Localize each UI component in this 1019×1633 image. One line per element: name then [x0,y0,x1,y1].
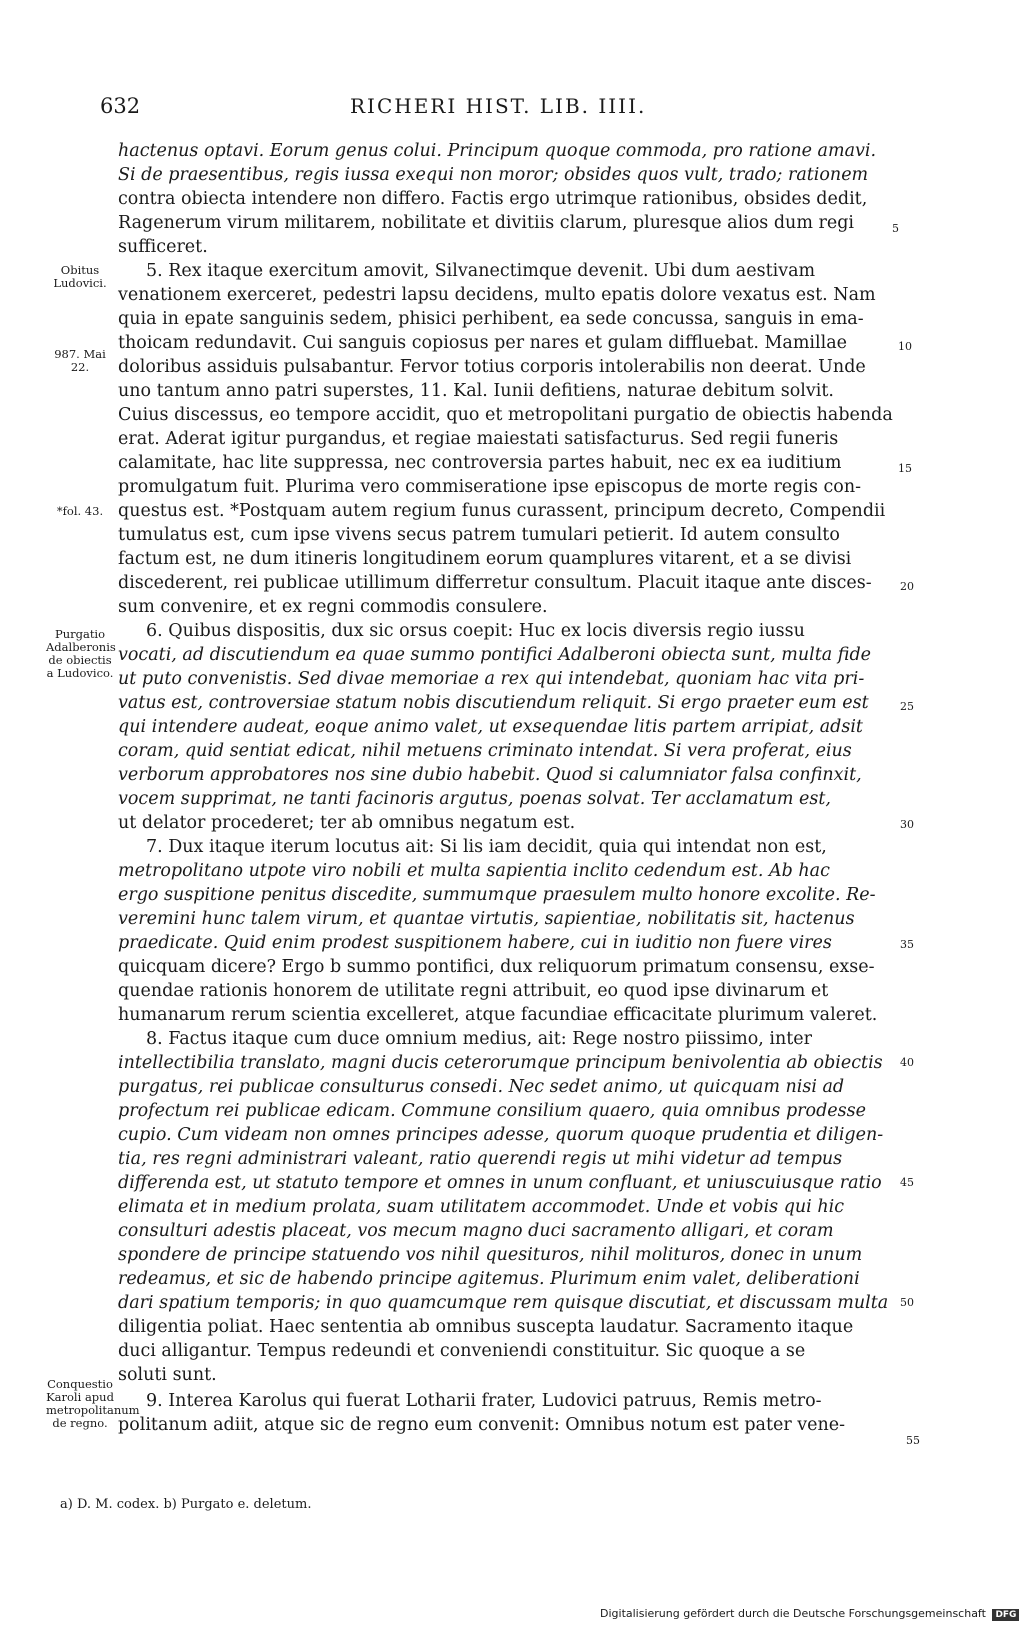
text-line: coram, quid sentiat edicat, nihil metuens criminato intendat. Si vera proferat, eius [118,741,852,761]
text-line: Ragenerum virum militarem, nobilitate et divitiis clarum, pluresque alios dum regi [118,213,854,233]
text-line: praedicate. Quid enim prodest suspitionem habere, cui in iuditio non fuere vires [118,933,832,953]
text-line: calamitate, hac lite suppressa, nec controversia partes habuit, nec ex ea iuditium [118,453,842,473]
text-line: metropolitano utpote viro nobili et multa sapientia inclito cedendum est. Ab hac [118,861,830,881]
text-line: cupio. Cum videam non omnes principes adesse, quorum quoque prudentia et diligen- [118,1125,884,1145]
text-line: dari spatium temporis; in quo quamcumque rem quisque discutiat, et discussam multa [118,1293,889,1313]
text-line: 8. Factus itaque cum duce omnium medius, ait: Rege nostro piissimo, inter [146,1029,813,1049]
text-line: spondere de principe statuendo vos nihil quesituros, nihil molituros, donec in unum [118,1245,863,1265]
text-line: quicquam dicere? Ergo b summo pontifici, dux reliquorum primatum consensu, exse- [118,957,875,977]
text-line: 9. Interea Karolus qui fuerat Lotharii frater, Ludovici patruus, Remis metro- [146,1391,822,1411]
margin-note-obitus: Obitus Ludovici. [53,263,107,290]
text-line: ergo suspitione penitus discedite, summumque praesulem multo honore excolite. Re- [118,885,876,905]
text-line: diligentia poliat. Haec sententia ab omnibus suscepta laudatur. Sacramento itaque [118,1317,854,1337]
text-line: tumulatus est, cum ipse vivens secus patrem tumulari petierit. Id autem consulto [118,525,840,545]
text-line: promulgatum fuit. Plurima vero commiseratione ipse episcopus de morte regis con- [118,477,862,497]
text-line: humanarum rerum scientia excelleret, atque facundiae efficacitate plurimum valeret. [118,1005,878,1025]
text-line: hactenus optavi. Eorum genus colui. Principum quoque commoda, pro ratione amavi. [118,141,877,161]
line-number: 15 [898,462,912,475]
text-line: purgatus, rei publicae consulturus consedi. Nec sedet animo, ut quicquam nisi ad [118,1077,845,1097]
text-line: 5. Rex itaque exercitum amovit, Silvanectimque devenit. Ubi dum aestivam [146,261,816,281]
text-line: duci alligantur. Tempus redeundi et conveniendi constituitur. Sic quoque a se [118,1341,806,1361]
text-line: factum est, ne dum itineris longitudinem eorum quamplures vitarent, et a se divisi [118,549,852,569]
text-line: uno tantum anno patri superstes, 11. Kal. Iunii defitiens, naturae debitum solvit. [118,381,834,401]
line-number: 55 [906,1434,920,1447]
text-line: qui intendere audeat, eoque animo valet, ut exsequendae litis partem arripiat, adsit [118,717,863,737]
running-head: RICHERI HIST. LIB. IIII. [350,94,647,118]
text-line: soluti sunt. [118,1365,217,1385]
text-line: discederent, rei publicae utillimum differretur consultum. Placuit itaque ante disces- [118,573,872,593]
text-line: redeamus, et sic de habendo principe agitemus. Plurimum enim valet, deliberationi [118,1269,860,1289]
footnotes: a) D. M. codex. b) Purgato e. deletum. [60,1497,312,1512]
text-line: elimata et in medium prolata, suam utilitatem accommodet. Unde et vobis qui hic [118,1197,845,1217]
page-header [100,94,860,124]
text-line: erat. Aderat igitur purgandus, et regiae maiestati satisfacturus. Sed regii funeris [118,429,839,449]
text-line: intellectibilia translato, magni ducis ceterorumque principum benivolentia ab obiectis [118,1053,883,1073]
text-line: vatus est, controversiae statum nobis discutiendum reliquit. Si ergo praeter eum est [118,693,869,713]
margin-note-purgatio: Purgatio Adalberonis de obiectis a Ludovico. [46,627,116,680]
margin-note-fol: *fol. 43. [56,504,104,518]
text-line: venationem exerceret, pedestri lapsu decidens, multo epatis dolore vexatus est. Nam [118,285,876,305]
line-number: 40 [900,1056,914,1069]
margin-note-conquestio: Conquestio Karoli apud metropolitanum de regno. [46,1377,140,1430]
footer-text: Digitalisierung gefördert durch die Deutsche Forschungsgemeinschaft [600,1607,986,1620]
text-line: ut delator procederet; ter ab omnibus negatum est. [118,813,576,833]
line-number: 50 [900,1296,914,1309]
text-line: consulturi adestis placeat, vos mecum magno duci sacramento alligari, et coram [118,1221,834,1241]
text-line: vocem supprimat, ne tanti facinoris argutus, poenas solvat. Ter acclamatum est, [118,789,831,809]
text-line: Cuius discessus, eo tempore accidit, quo et metropolitani purgatio de obiectis habenda [118,405,893,425]
line-number: 20 [900,580,914,593]
text-line: politanum adiit, atque sic de regno eum convenit: Omnibus notum est pater vene- [118,1415,846,1435]
text-line: quia in epate sanguinis sedem, phisici perhibent, ea sede concussa, sanguis in ema- [118,309,864,329]
text-line: tia, res regni administrari valeant, ratio querendi regis ut mihi videtur ad tempus [118,1149,843,1169]
text-line: 7. Dux itaque iterum locutus ait: Si lis iam decidit, quia qui intendat non est, [146,837,827,857]
text-line: thoicam redundavit. Cui sanguis copiosus per nares et gulam diffluebat. Mamillae [118,333,848,353]
text-line: 6. Quibus dispositis, dux sic orsus coepit: Huc ex locis diversis regio iussu [146,621,805,641]
text-line: quendae rationis honorem de utilitate regni attribuit, eo quod ipse divinarum et [118,981,829,1001]
text-line: doloribus assiduis pulsabantur. Fervor totius corporis intolerabilis non deerat. Unde [118,357,866,377]
text-line: ut puto convenistis. Sed divae memoriae a rex qui intendebat, quoniam hac vita pri- [118,669,865,689]
text-line: sufficeret. [118,237,208,257]
line-number: 10 [898,340,912,353]
digitization-footer [600,1607,1019,1621]
line-number: 30 [900,818,914,831]
text-line: contra obiecta intendere non differo. Factis ergo utrimque rationibus, obsides dedit, [118,189,868,209]
text-line: vocati, ad discutiendum ea quae summo pontifici Adalberoni obiecta sunt, multa fide [118,645,872,665]
text-line: Si de praesentibus, regis iussa exequi non moror; obsides quos vult, trado; rationem [118,165,869,185]
line-number: 25 [900,700,914,713]
line-number: 45 [900,1176,914,1189]
margin-note-date: 987. Mai 22. [54,347,106,374]
text-line: questus est. *Postquam autem regium funus curassent, principum decreto, Compendii [118,501,886,521]
line-number: 5 [892,222,899,235]
line-number: 35 [900,938,914,951]
page-number: 632 [100,94,141,118]
text-line: verborum approbatores nos sine dubio habebit. Quod si calumniator falsa confinxit, [118,765,862,785]
text-line: sum convenire, et ex regni commodis consulere. [118,597,548,617]
text-line: differenda est, ut statuto tempore et omnes in unum confluant, et uniuscuiusque ratio [118,1173,882,1193]
text-line: profectum rei publicae edicam. Commune consilium quaero, quia omnibus prodesse [118,1101,866,1121]
text-line: veremini hunc talem virum, et quantae virtutis, sapientiae, nobilitatis sit, hactenus [118,909,855,929]
dfg-logo: DFG [992,1609,1019,1621]
